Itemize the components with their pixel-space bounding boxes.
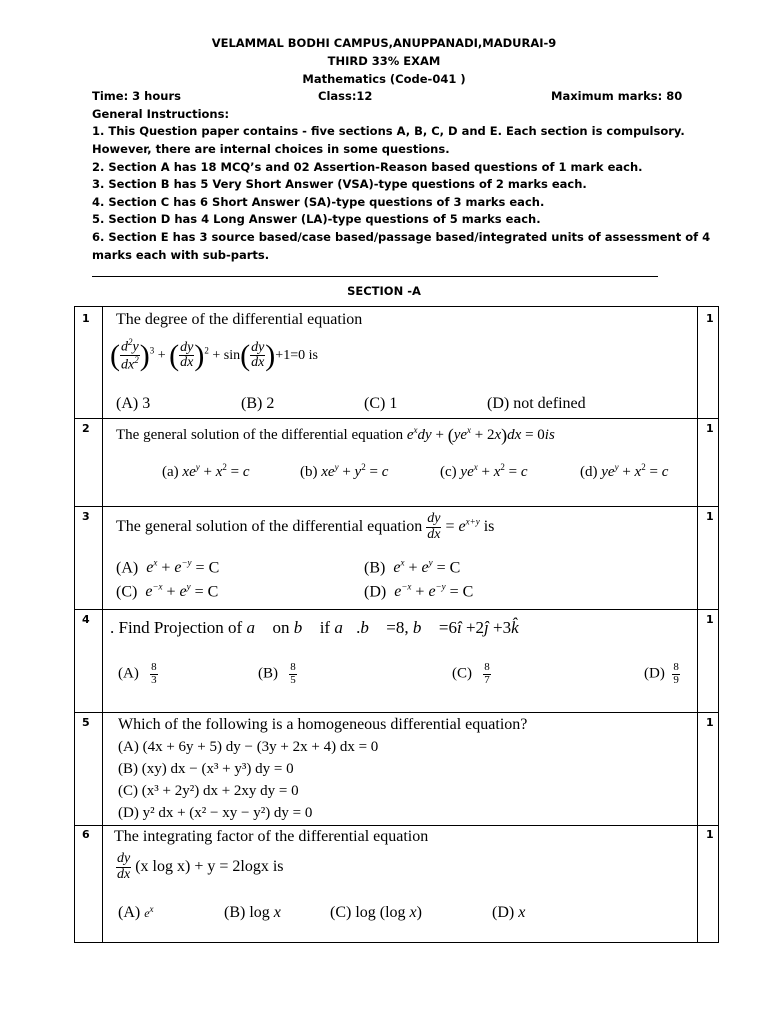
instruction-line: marks each with sub-parts. (92, 248, 270, 262)
option-label: (D) (364, 583, 387, 601)
option-label: (a) (162, 464, 179, 480)
row-divider (74, 712, 719, 713)
question-number: 3 (82, 510, 90, 523)
question-marks: 1 (706, 716, 714, 729)
option-b: (B) 2 (241, 395, 275, 412)
option-a: (A) $\frac{8}{3}$ (118, 661, 157, 686)
divider (92, 276, 658, 277)
option-a: (A) (4x + 6y + 5) dy − (3y + 2x + 4) dx = 0 (118, 739, 379, 755)
option-d: (D) x (492, 904, 526, 921)
instruction-line: 2. Section A has 18 MCQ’s and 02 Assertion-Reason based questions of 1 mark each. (92, 160, 643, 174)
question-stem: . Find Projection of a⃗ on b⃗ if a⃗.b⃗ =8, b⃗ =6î +2ĵ +3k̂ (110, 618, 519, 637)
row-divider (74, 609, 719, 610)
instruction-line: 1. This Question paper contains - five sections A, B, C, D and E. Each section is compulsory. (92, 124, 685, 138)
option-label: (A) (118, 665, 139, 682)
row-divider (74, 506, 719, 507)
table-column-divider (102, 306, 103, 943)
school-name: VELAMMAL BODHI CAMPUS,ANUPPANADI,MADURAI-9 (211, 36, 557, 50)
table-column-divider (697, 306, 698, 943)
table-border-right (718, 306, 719, 943)
option-label: (C) (116, 583, 138, 601)
question-number: 2 (82, 422, 90, 435)
option-c: (c) $ye^x + x^2 = c$ (440, 462, 528, 480)
instruction-line: 6. Section E has 3 source based/case based/passage based/integrated units of assessment of 4 (92, 230, 711, 244)
option-c: (C) $\frac{8}{7}$ (452, 661, 490, 686)
option-label: (B) (364, 559, 386, 577)
question-stem: Which of the following is a homogeneous differential equation? (118, 716, 528, 733)
equation-suffix: is (308, 348, 318, 364)
option-b: (B) (xy) dx − (x³ + y³) dy = 0 (118, 761, 294, 777)
table-border-top (74, 306, 719, 307)
instructions-title: General Instructions: (92, 107, 230, 121)
option-d: (D) not defined (487, 395, 586, 412)
question-marks: 1 (706, 422, 714, 435)
option-label: (D) (492, 904, 515, 921)
question-equation: $\frac{dy}{dx}$ (x log x) + y = 2logx is (117, 851, 284, 882)
question-marks: 1 (706, 828, 714, 841)
question-number: 4 (82, 613, 90, 626)
question-number: 5 (82, 716, 90, 729)
question-marks: 1 (706, 613, 714, 626)
time-label: Time: 3 hours (92, 89, 181, 103)
question-equation: ( $\frac{d^2y}{dx^2}$ )$^3$ + ( $\frac{dy}{dx}$ )$^2$ + sin( $\frac{dy}{dx}$ )+1=0 is (110, 337, 318, 373)
table-border-bottom (74, 942, 719, 943)
option-a: (A) 3 (116, 395, 151, 412)
table-border-left (74, 306, 75, 943)
section-title: SECTION -A (347, 284, 421, 298)
max-marks-label: Maximum marks: 80 (551, 89, 683, 103)
question-number: 6 (82, 828, 90, 841)
option-d: (D) y² dx + (x² − xy − y²) dy = 0 (118, 805, 313, 821)
option-label: (C) log (log (330, 904, 406, 921)
instruction-line: 3. Section B has 5 Very Short Answer (VSA)-type questions of 2 marks each. (92, 177, 587, 191)
question-number: 1 (82, 312, 90, 325)
option-b: (B) $e^x + e^y = C$ (364, 558, 461, 577)
question-stem: The degree of the differential equation (116, 311, 363, 328)
question-stem-text: The general solution of the differential equation (116, 517, 423, 535)
option-label: (b) (300, 464, 318, 480)
option-label: (B) (258, 665, 278, 682)
question-stem: The general solution of the differential equation $\frac{dy}{dx}$ = $e^{x+y}$ is (116, 511, 495, 542)
option-d: (d) $ye^y + x^2 = c$ (580, 462, 669, 480)
question-stem-text: The general solution of the differential equation (116, 427, 404, 443)
option-c: (C) 1 (364, 395, 398, 412)
option-label: (c) (440, 464, 457, 480)
option-a: (A) $e^x + e^{-y} = C$ (116, 558, 220, 577)
option-d: (D) $e^{-x} + e^{-y} = C$ (364, 582, 474, 601)
question-stem-text: . Find Projection of (110, 618, 243, 637)
question-marks: 1 (706, 510, 714, 523)
exam-title: THIRD 33% EXAM (327, 54, 441, 68)
option-a: (A) $e^x$ (118, 904, 154, 921)
option-label: (d) (580, 464, 598, 480)
option-b: (b) $xe^y + y^2 = c$ (300, 462, 389, 480)
row-divider (74, 825, 719, 826)
question-stem: The general solution of the differential equation $e^xdy + (ye^x + 2x)dx = 0is$ (116, 425, 555, 446)
instruction-line: However, there are internal choices in some questions. (92, 142, 450, 156)
equation-tail: (x log x) + y = 2logx is (135, 857, 284, 875)
option-d: (D) $\frac{8}{9}$ (644, 661, 679, 686)
option-c: (C) (x³ + 2y²) dx + 2xy dy = 0 (118, 783, 299, 799)
option-label: (A) (118, 904, 141, 921)
option-a: (a) $xe^y + x^2 = c$ (162, 462, 250, 480)
question-stem: The integrating factor of the differential equation (114, 828, 429, 845)
instruction-line: 5. Section D has 4 Long Answer (LA)-type questions of 5 marks each. (92, 212, 541, 226)
option-b: (B) $\frac{8}{5}$ (258, 661, 296, 686)
option-label: (B) log (224, 904, 270, 921)
option-label: (C) (452, 665, 472, 682)
option-label: (A) (116, 559, 139, 577)
option-c: (C) $e^{-x} + e^y = C$ (116, 582, 219, 601)
option-c: (C) log (log x) (330, 904, 422, 921)
equation-suffix: is (483, 517, 495, 535)
instruction-line: 4. Section C has 6 Short Answer (SA)-type questions of 3 marks each. (92, 195, 545, 209)
option-label: (D) (644, 665, 665, 682)
subject-title: Mathematics (Code-041 ) (302, 72, 466, 86)
class-label: Class:12 (318, 89, 373, 103)
option-b: (B) log x (224, 904, 281, 921)
row-divider (74, 418, 719, 419)
question-marks: 1 (706, 312, 714, 325)
